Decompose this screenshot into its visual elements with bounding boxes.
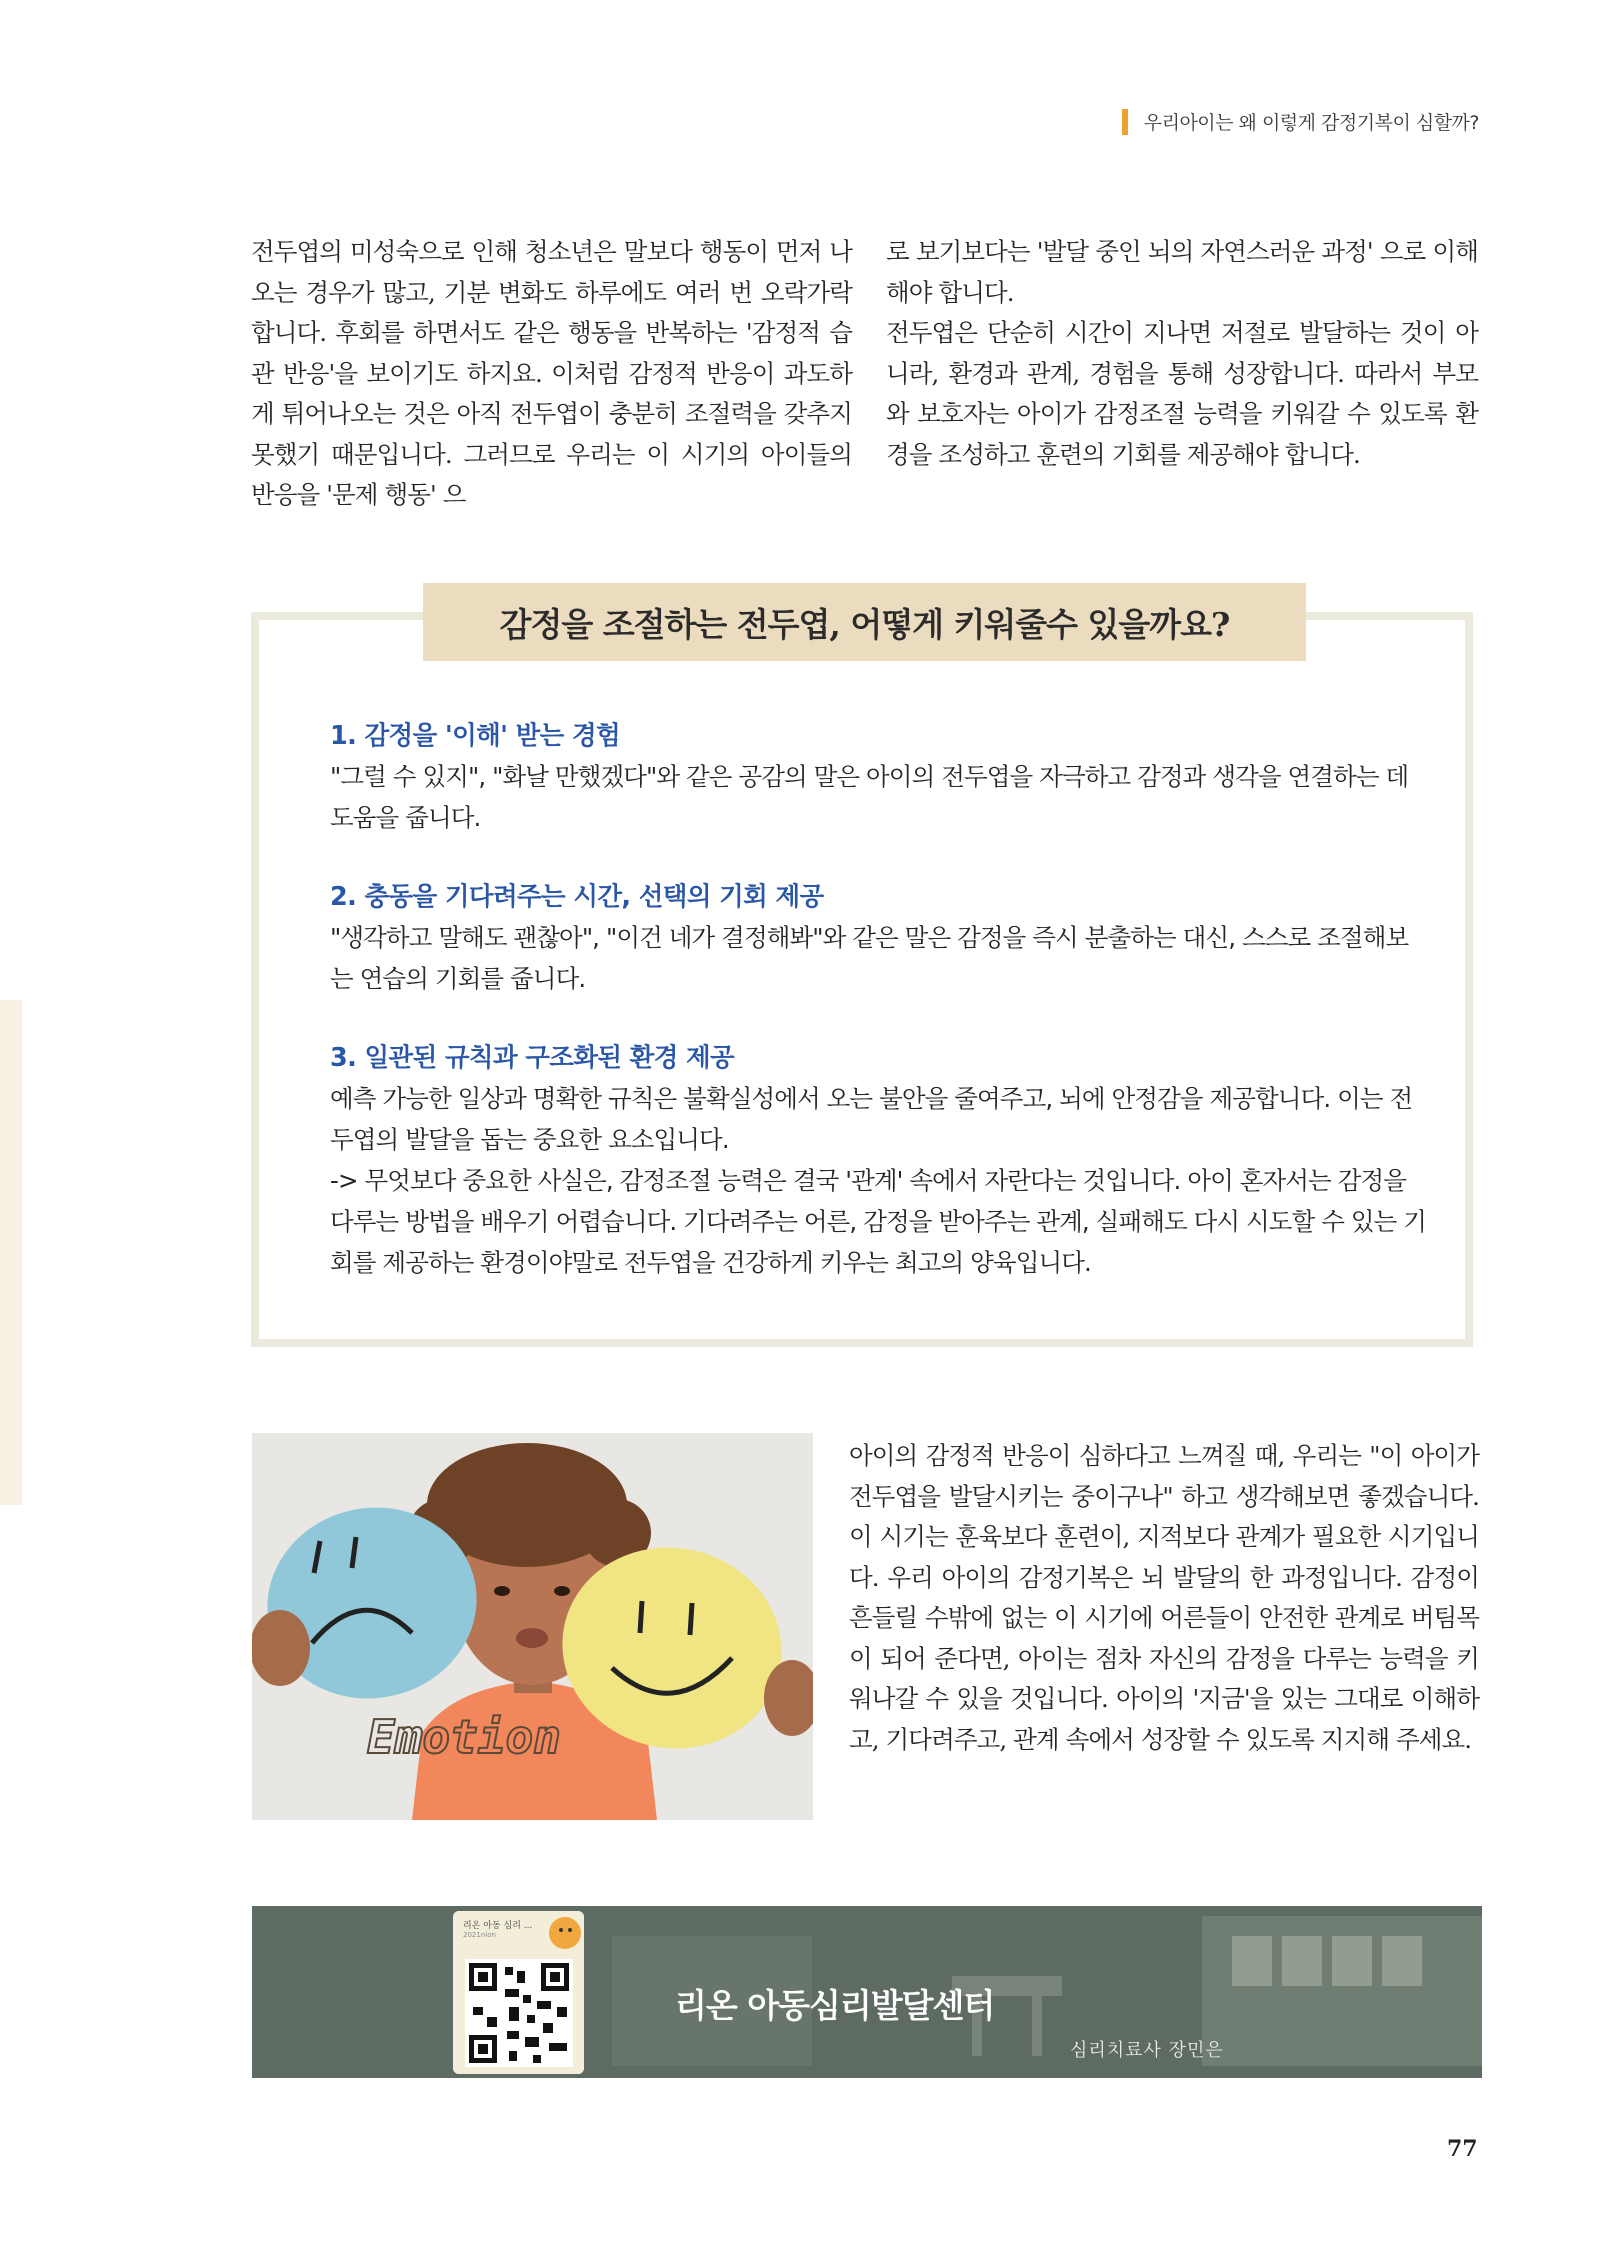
intro-paragraph: 전두엽의 미성숙으로 인해 청소년은 말보다 행동이 먼저 나오는 경우가 많고, 기분 변화도 하루에도 여러 번 오락가락합니다. 후회를 하면서도 같은 행동을 반복하는 '감정적 습관 반응'을 보이기도 하지요. 이처럼 감정적 반응이 과도하게 튀어나오는 것은 아직 전두엽이 충분히 조절력을 갖추지 못했기 때문입니다. 그러므로 우리는 이 시기의 아이들의 반응을 '문제 행동' 으 bbox=[251, 237, 852, 509]
closing-column bbox=[849, 1436, 1479, 1760]
intro-paragraph: 전두엽은 단순히 시간이 지나면 저절로 발달하는 것이 아니라, 환경과 관계, 경험을 통해 성장합니다. 따라서 부모와 보호자는 아이가 감정조절 능력을 키워갈 수 있도록 환경을 조성하고 훈련의 기회를 제공해야 합니다. bbox=[886, 318, 1478, 469]
tip-conclusion: -> 무엇보다 중요한 사실은, 감정조절 능력은 결국 '관계' 속에서 자란다는 것입니다. 아이 혼자서는 감정을 다루는 방법을 배우기 어렵습니다. 기다려주는 어른, 감정을 받아주는 관계, 실패해도 다시 시도할 수 있는 기회를 제공하는 환경이야말로 전두엽을 건강하게 키우는 최고의 양육입니다. bbox=[330, 1166, 1427, 1277]
intro-column-right bbox=[886, 232, 1478, 475]
child-with-emotion-faces-illustration bbox=[252, 1433, 813, 1820]
tip-body: "그럴 수 있지", "화날 만했겠다"와 같은 공감의 말은 아이의 전두엽을 자극하고 감정과 생각을 연결하는 데 도움을 줍니다. bbox=[330, 762, 1409, 832]
tip-item bbox=[330, 1038, 1430, 1283]
tips-list bbox=[330, 716, 1430, 1322]
running-header bbox=[1122, 108, 1479, 135]
tip-item bbox=[330, 716, 1430, 838]
author-credit: 심리치료사 장민은 bbox=[1070, 2040, 1224, 2061]
header-accent-bar bbox=[1122, 109, 1128, 135]
emotion-photo bbox=[252, 1433, 813, 1820]
tips-box-title: 감정을 조절하는 전두엽, 어떻게 키워줄수 있을까요? bbox=[423, 583, 1306, 661]
tip-heading: 2. 충동을 기다려주는 시간, 선택의 기회 제공 bbox=[330, 882, 824, 912]
closing-paragraph: 아이의 감정적 반응이 심하다고 느껴질 때, 우리는 "이 아이가 전두엽을 발달시키는 중이구나" 하고 생각해보면 좋겠습니다. 이 시기는 훈육보다 훈련이, 지적보다 관계가 필요한 시기입니다. 우리 아이의 감정기복은 뇌 발달의 한 과정입니다. 감정이 흔들릴 수밖에 없는 이 시기에 어른들이 안전한 관계로 버팀목이 되어 준다면, 아이는 점차 자신의 감정을 다루는 능력을 키워나갈 수 있을 것입니다. 아이의 '지금'을 있는 그대로 이해하고, 기다려주고, 관계 속에서 성장할 수 있도록 지지해 주세요. bbox=[849, 1441, 1479, 1754]
tip-heading: 3. 일관된 규칙과 구조화된 환경 제공 bbox=[330, 1043, 735, 1073]
qr-label: 리온 아동 심리 ... bbox=[463, 1921, 533, 1931]
page-number: 77 bbox=[1447, 2136, 1478, 2162]
tip-body: 예측 가능한 일상과 명확한 규칙은 불확실성에서 오는 불안을 줄여주고, 뇌에 안정감을 제공합니다. 이는 전두엽의 발달을 돕는 중요한 요소입니다. bbox=[330, 1084, 1413, 1154]
photo-caption-art: Emotion bbox=[367, 1710, 561, 1764]
tip-item bbox=[330, 877, 1430, 999]
qr-sublabel: 2021nion bbox=[463, 1931, 496, 1939]
side-decor-strip bbox=[0, 1000, 22, 1505]
running-header-title: 우리아이는 왜 이렇게 감정기복이 심할까? bbox=[1143, 112, 1479, 134]
center-name: 리온 아동심리발달센터 bbox=[675, 1986, 995, 2025]
intro-column-left bbox=[251, 232, 852, 516]
tip-body: "생각하고 말해도 괜찮아", "이건 네가 결정해봐"와 같은 말은 감정을 즉시 분출하는 대신, 스스로 조절해보는 연습의 기회를 줍니다. bbox=[330, 923, 1409, 993]
intro-paragraph: 로 보기보다는 '발달 중인 뇌의 자연스러운 과정' 으로 이해해야 합니다. bbox=[886, 237, 1478, 307]
tip-heading: 1. 감정을 '이해' 받는 경험 bbox=[330, 721, 621, 751]
